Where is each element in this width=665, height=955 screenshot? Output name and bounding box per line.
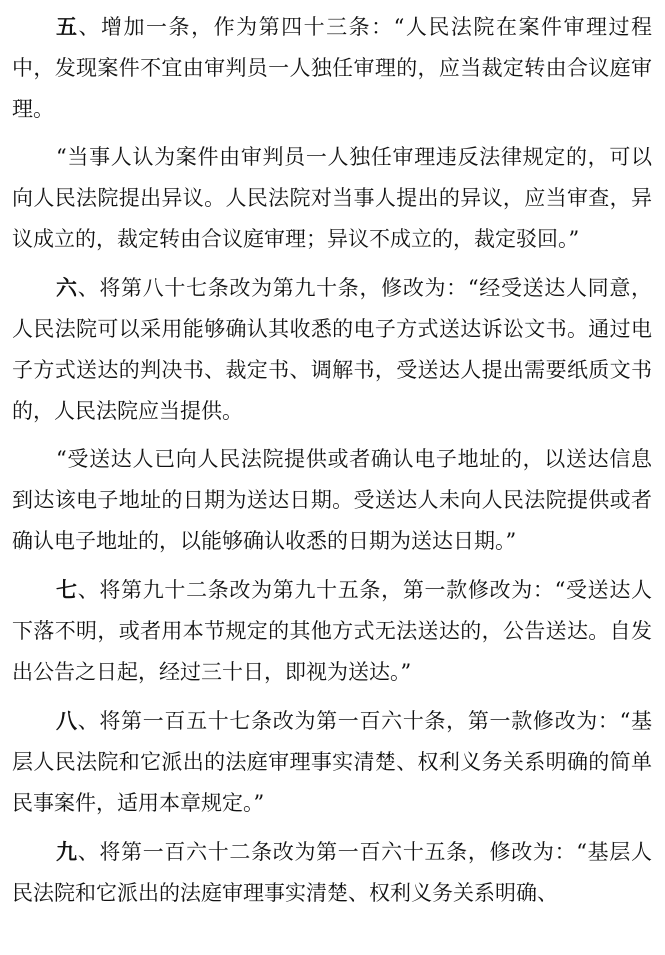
paragraph-text: 、将第一百五十七条改为第一百六十条，第一款修改为：“基层人民法院和它派出的法庭审理事实清楚、权利义务关系明确的简单民事案件，适用本章规定。” [12,709,653,815]
paragraph-text: 、增加一条，作为第四十三条：“人民法院在案件审理过程中，发现案件不宜由审判员一人独任审理的，应当裁定转由合议庭审理。 [12,15,653,121]
item-number: 五 [56,14,79,39]
item-number: 六 [56,275,78,300]
document-page [12,0,652,914]
item-number: 九 [56,839,78,864]
amendment-paragraph-5-continued [12,137,652,260]
amendment-paragraph-5 [12,6,652,130]
amendment-paragraph-6 [12,267,652,432]
paragraph-text: 、将第一百六十二条改为第一百六十五条，修改为：“基层人民法院和它派出的法庭审理事实清楚、权利义务关系明确、 [12,840,653,905]
amendment-paragraph-7 [12,569,652,693]
item-number: 七 [56,577,78,602]
amendment-paragraph-8 [12,700,652,824]
paragraph-text: 、将第八十七条改为第九十条，修改为：“经受送达人同意，人民法院可以采用能够确认其收悉的电子方式送达诉讼文书。通过电子方式送达的判决书、裁定书、调解书，受送达人提出需要纸质文书的，人民法院应当提供。 [12,276,653,423]
amendment-paragraph-9 [12,831,652,914]
item-number: 八 [56,708,78,733]
paragraph-text: “当事人认为案件由审判员一人独任审理违反法律规定的，可以向人民法院提出异议。人民法院对当事人提出的异议，应当审查，异议成立的，裁定转由合议庭审理；异议不成立的，裁定驳回。” [12,145,652,251]
amendment-paragraph-6-continued [12,439,652,562]
paragraph-text: 、将第九十二条改为第九十五条，第一款修改为：“受送达人下落不明，或者用本节规定的其他方式无法送达的，公告送达。自发出公告之日起，经过三十日，即视为送达。” [12,578,653,684]
paragraph-text: “受送达人已向人民法院提供或者确认电子地址的，以送达信息到达该电子地址的日期为送达日期。受送达人未向人民法院提供或者确认电子地址的，以能够确认收悉的日期为送达日期。” [12,447,652,553]
